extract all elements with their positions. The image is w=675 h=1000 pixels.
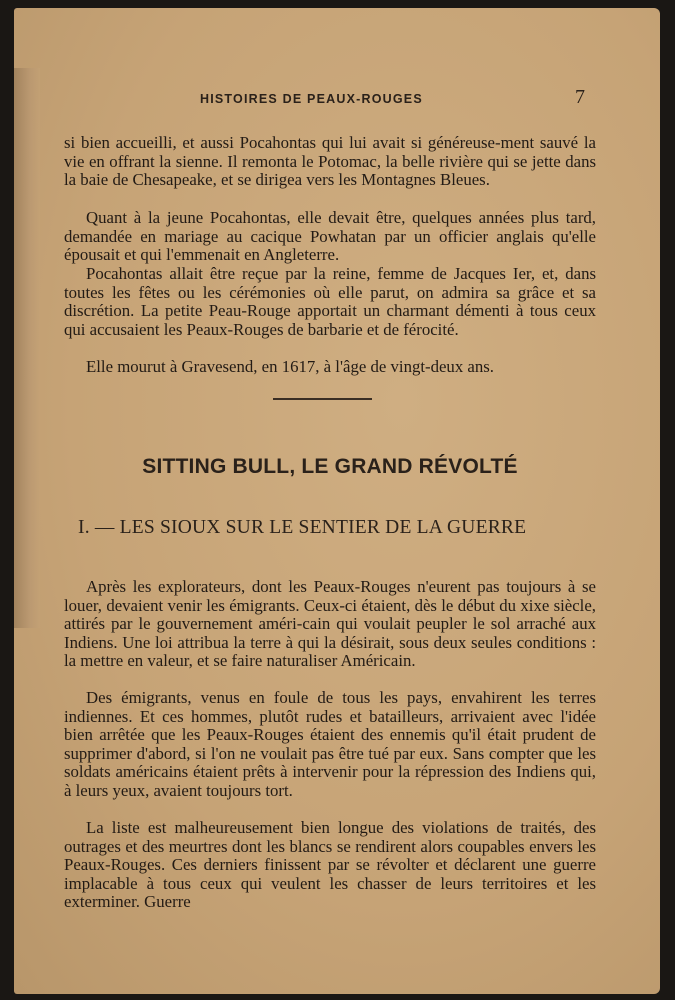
running-header: HISTOIRES DE PEAUX-ROUGES	[200, 92, 423, 106]
page-number: 7	[575, 86, 585, 108]
page-gutter-shadow	[14, 68, 40, 628]
chapter-title: SITTING BULL, LE GRAND RÉVOLTÉ	[142, 455, 518, 478]
paragraph-emigrants: Après les explorateurs, dont les Peaux-Rouges n'eurent pas toujours à se louer, devaient venir les émigrants. Ceux-ci étaient, dès le début du xixe siècle, attirés par le gouvernement améri-cain qui voulait peupler le sol arraché aux Indiens. Une loi attribua la terre à qui la désirait, sous deux seules conditions : la mettre en valeur, et se faire naturaliser Américain.	[64, 577, 596, 671]
section-divider	[273, 398, 372, 400]
paragraph-pocahontas-death: Elle mourut à Gravesend, en 1617, à l'âge de vingt-deux ans.	[86, 357, 494, 376]
paragraph-pocahontas-marriage: Quant à la jeune Pocahontas, elle devait être, quelques années plus tard, demandée en mariage au cacique Powhatan par un officier anglais qu'elle épousait et qui l'emmenait en Angleterre.	[64, 208, 596, 265]
section-title: I. — LES SIOUX SUR LE SENTIER DE LA GUERRE	[78, 517, 527, 538]
paragraph-indian-lands: Des émigrants, venus en foule de tous les pays, envahirent les terres indiennes. Et ces hommes, plutôt rudes et batailleurs, arrivaient avec l'idée bien arrêtée que les Peaux-Rouges étaient des ennemis qu'il était prudent de supprimer d'abord, si l'on ne voulait pas être tué par eux. Sans compter que les soldats américains étaient prêts à intervenir pour la répression des Indiens qui, à leurs yeux, avaient toujours tort.	[64, 688, 596, 800]
paragraph-pocahontas-queen: Pocahontas allait être reçue par la reine, femme de Jacques Ier, et, dans toutes les fêtes ou les cérémonies où elle parut, on admira sa grâce et sa discrétion. La petite Peau-Rouge apportait un charmant démenti à tous ceux qui accusaient les Peaux-Rouges de barbarie et de férocité.	[64, 264, 596, 339]
paragraph-treaty-violations: La liste est malheureusement bien longue des violations de traités, des outrages et des meurtres dont les blancs se rendirent alors coupables envers les Peaux-Rouges. Ces derniers finissent par se révolter et déclarent une guerre implacable à tous ceux qui veulent les chasser de leurs territoires et les exterminer. Guerre	[64, 818, 596, 912]
paragraph-continuation: si bien accueilli, et aussi Pocahontas qui lui avait si généreuse-ment sauvé la vie en offrant la sienne. Il remonta le Potomac, la belle rivière qui se jette dans la baie de Chesapeake, et se dirigea vers les Montagnes Bleues.	[64, 133, 596, 190]
